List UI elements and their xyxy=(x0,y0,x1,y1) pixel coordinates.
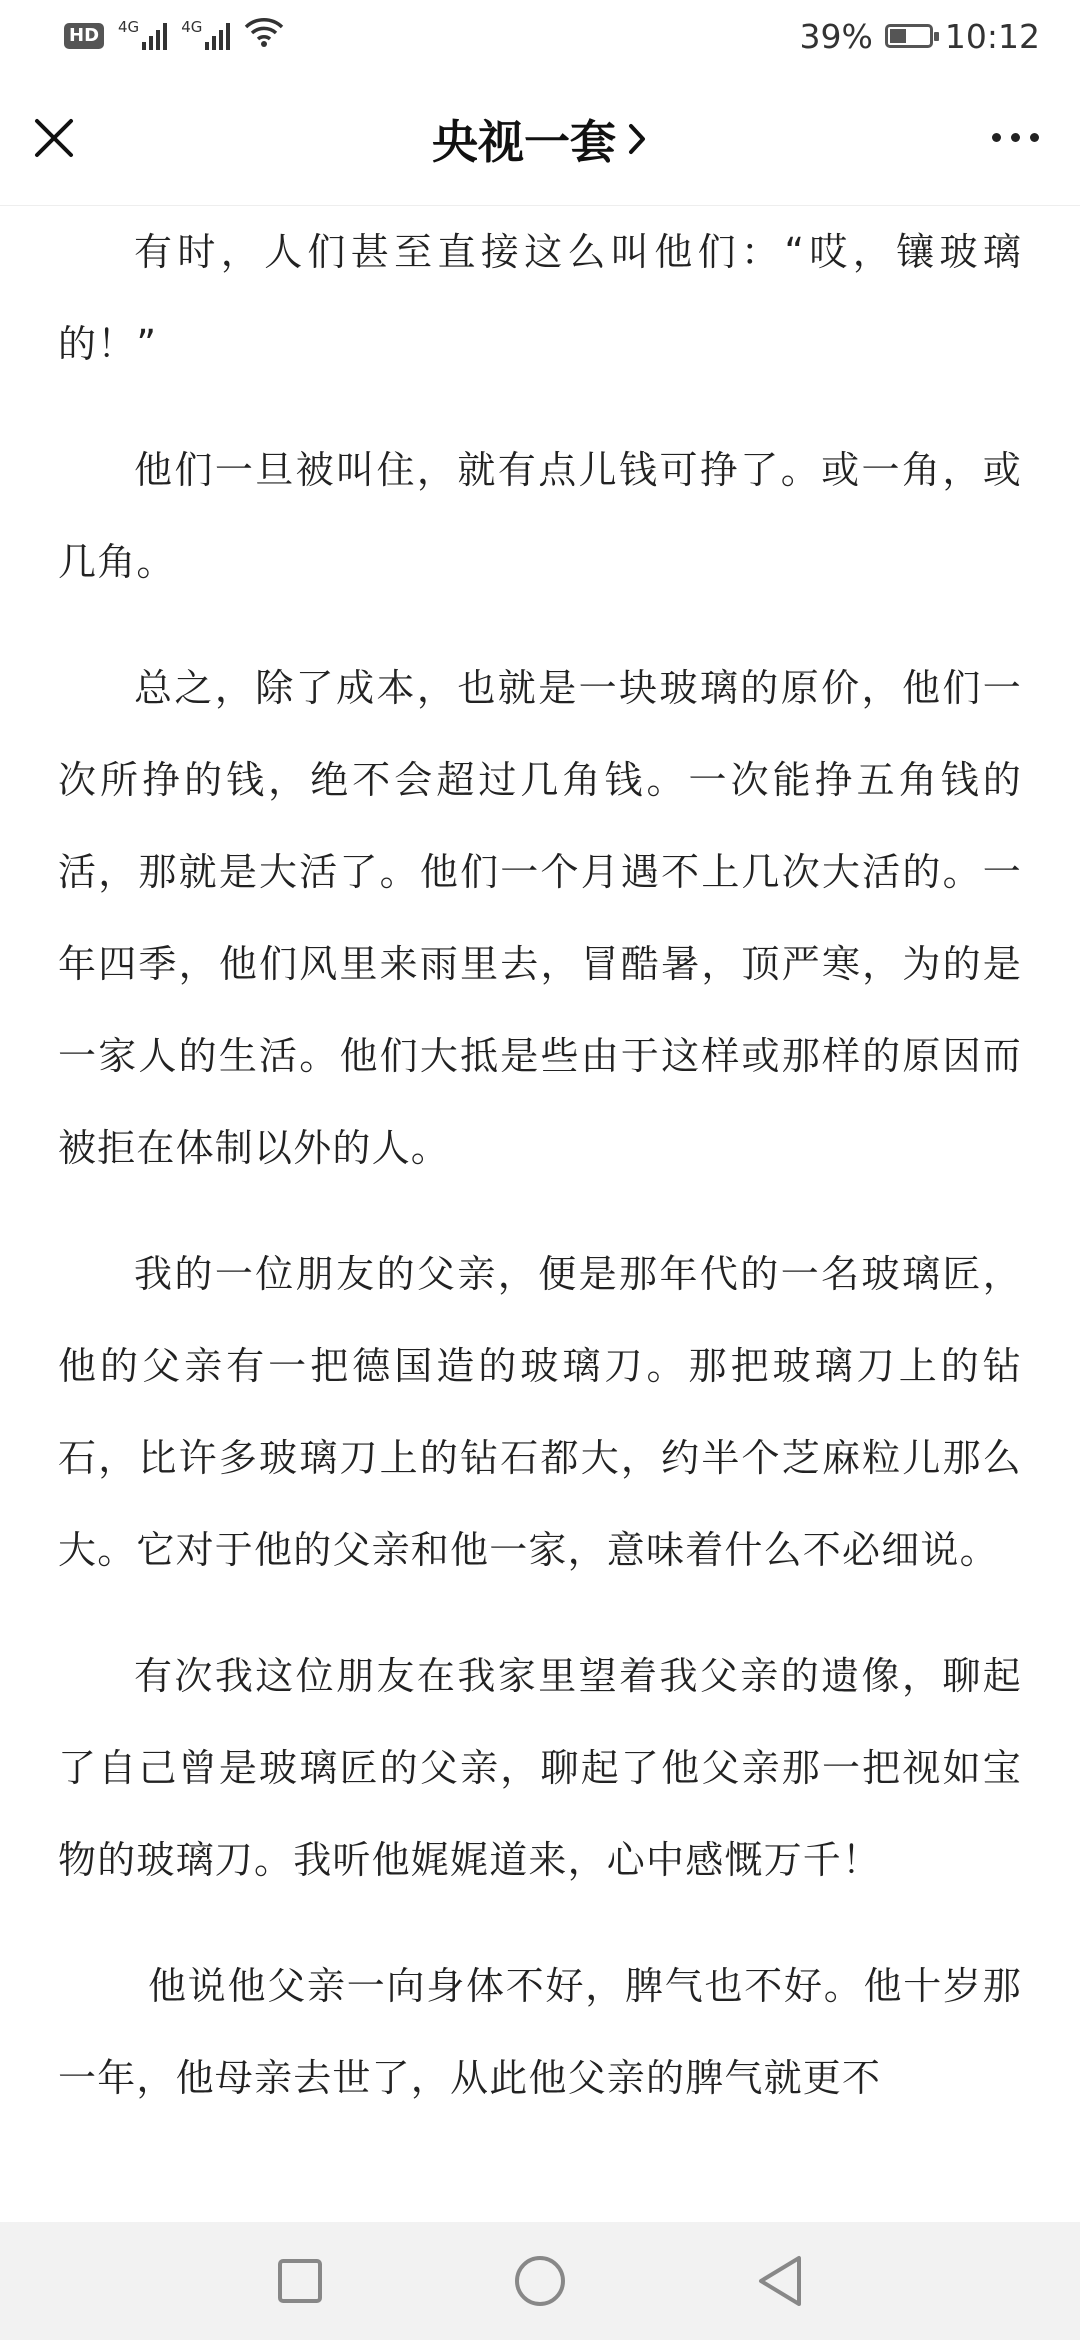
system-nav-bar xyxy=(0,2222,1080,2340)
battery-percent: 39% xyxy=(799,16,873,56)
network-type-label: 4G xyxy=(118,18,140,36)
signal-icon xyxy=(181,18,230,50)
page-title-link[interactable] xyxy=(0,72,1080,206)
title-bar xyxy=(0,72,1080,206)
status-right xyxy=(800,17,1040,56)
article-paragraph: 有次我这位朋友在我家里望着我父亲的遗像，聊起了自己曾是玻璃匠的父亲，聊起了他父亲那一把视如宝物的玻璃刀。我听他娓娓道来，心中感慨万千！ xyxy=(58,1654,1022,1882)
article-paragraph: 我的一位朋友的父亲，便是那年代的一名玻璃匠，他的父亲有一把德国造的玻璃刀。那把玻璃刀上的钻石，比许多玻璃刀上的钻石都大，约半个芝麻粒儿那么大。它对于他的父亲和他一家，意味着什么不必细说。 xyxy=(58,1252,1022,1572)
article-paragraph: 他说他父亲一向身体不好，脾气也不好。他十岁那一年，他母亲去世了，从此他父亲的脾气就更不 xyxy=(58,1964,1022,2100)
recent-apps-icon xyxy=(276,2257,324,2305)
clock: 10:12 xyxy=(944,16,1040,56)
recent-apps-button[interactable] xyxy=(260,2241,340,2321)
article-body xyxy=(58,206,1022,2158)
battery-icon xyxy=(885,24,933,48)
home-icon xyxy=(513,2254,567,2308)
page-title: 央视一套 xyxy=(432,115,616,169)
article-paragraph: 他们一旦被叫住，就有点儿钱可挣了。或一角，或几角。 xyxy=(58,448,1022,584)
more-icon xyxy=(992,133,1001,142)
status-bar xyxy=(0,0,1080,72)
signal-icon xyxy=(118,18,167,50)
back-icon xyxy=(755,2254,805,2308)
home-button[interactable] xyxy=(500,2241,580,2321)
hd-icon: HD xyxy=(64,23,104,49)
back-button[interactable] xyxy=(740,2241,820,2321)
network-type-label: 4G xyxy=(181,18,203,36)
article-paragraph: 有时，人们甚至直接这么叫他们：“哎，镶玻璃的！” xyxy=(58,230,1022,366)
status-left xyxy=(64,16,284,56)
wifi-icon xyxy=(244,16,284,56)
article-paragraph: 总之，除了成本，也就是一块玻璃的原价，他们一次所挣的钱，绝不会超过几角钱。一次能挣五角钱的活，那就是大活了。他们一个月遇不上几次大活的。一年四季，他们风里来雨里去，冒酷暑，顶严寒，为的是一家人的生活。他们大抵是些由于这样或那样的原因而被拒在体制以外的人。 xyxy=(58,666,1022,1170)
more-button[interactable] xyxy=(980,112,1050,162)
chevron-right-icon xyxy=(626,121,648,157)
